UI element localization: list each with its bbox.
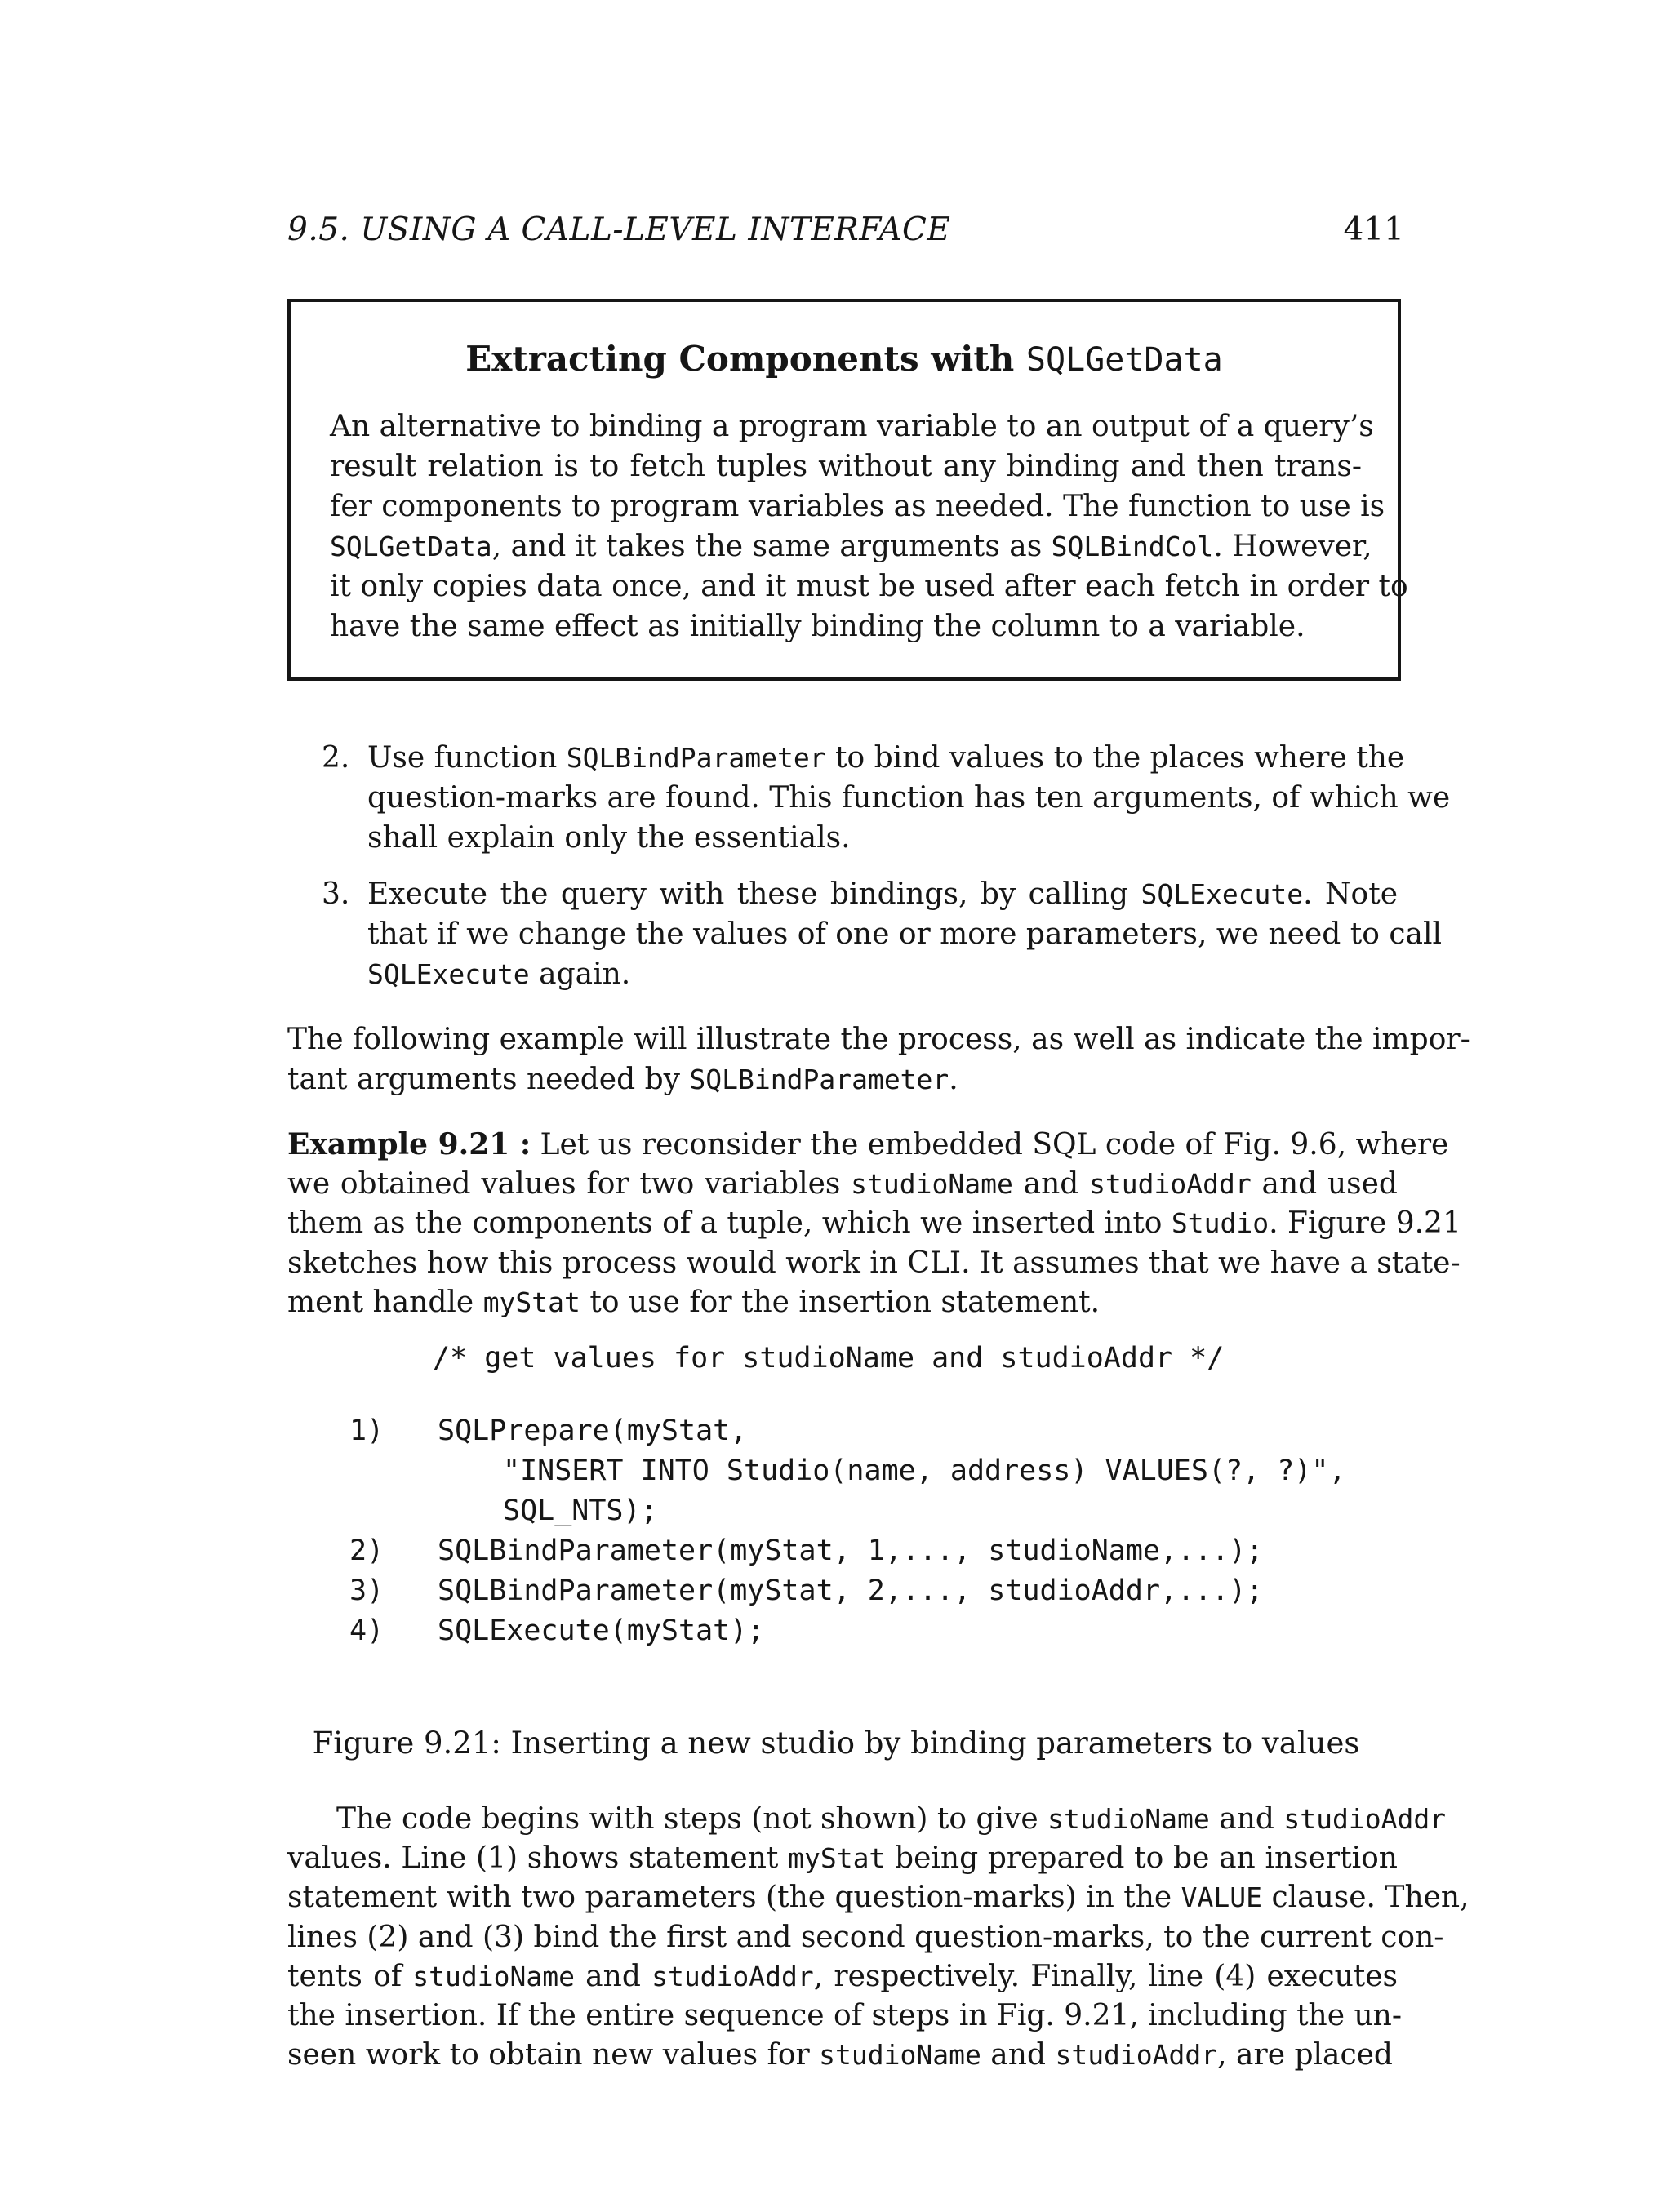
code-line <box>351 1531 1412 1571</box>
box-title <box>291 336 1398 383</box>
code-line <box>351 1571 1412 1611</box>
code-line <box>351 1611 1412 1651</box>
inline-code: studioAddr <box>1089 1167 1252 1200</box>
text-run: question-marks are found. This function has ten arguments, of which we <box>367 781 1451 815</box>
code-line-text: SQLBindParameter(myStat, 1,..., studioName,...); <box>438 1535 1264 1567</box>
list-item-number: 2. <box>322 741 350 775</box>
inline-code: SQLBindCol <box>1051 531 1214 562</box>
list-item-body <box>367 739 1451 859</box>
inline-code: VALUE <box>1181 1881 1262 1914</box>
text-line <box>287 1918 1444 1957</box>
code-figure <box>351 1339 1412 1651</box>
code-line-number: 4) <box>349 1615 385 1647</box>
text-run: seen work to obtain new values for <box>287 2038 820 2072</box>
text-run: have the same effect as initially binding the column to a variable. <box>330 610 1305 643</box>
inline-code: studioName <box>819 2039 981 2072</box>
code-line-text: "INSERT INTO Studio(name, address) VALUES(?, ?)", <box>503 1455 1346 1487</box>
list-item <box>287 739 1451 859</box>
text-line <box>330 606 1362 646</box>
text-run: The following example will illustrate the process, as well as indicate the impor- <box>287 1023 1470 1056</box>
inline-code: Studio <box>1171 1207 1270 1239</box>
running-header <box>287 206 1404 255</box>
text-run: them as the components of a tuple, which we inserted into <box>287 1206 1172 1240</box>
text-line <box>287 1060 1398 1100</box>
inline-code: studioAddr <box>651 1960 814 1992</box>
inline-code: SQLGetData <box>330 531 492 562</box>
text-run: sketches how this process would work in CLI. It assumes that we have a state- <box>287 1246 1461 1280</box>
text-line <box>367 955 1398 995</box>
text-run: An alternative to binding a program variable to an output of a query’s <box>330 410 1374 443</box>
text-run: it only copies data once, and it must be used after each fetch in order to <box>330 570 1408 603</box>
text-line <box>287 1997 1403 2036</box>
box-title-text: Extracting Components with <box>465 339 1026 379</box>
sidebar-box <box>287 299 1408 681</box>
list-item-number: 3. <box>322 877 350 911</box>
code-line-text: SQLPrepare(myStat, <box>438 1415 748 1447</box>
inline-code: SQLBindParameter <box>689 1063 949 1095</box>
text-line <box>287 1283 1398 1323</box>
figure-caption: Figure 9.21: Inserting a new studio by binding parameters to values <box>312 1726 1360 1761</box>
text-line <box>330 446 1362 486</box>
list-item <box>287 875 1442 995</box>
inline-code: SQLExecute <box>1141 878 1304 910</box>
text-run: and <box>574 1959 652 1993</box>
text-line <box>330 486 1385 526</box>
text-run: The code begins with steps (not shown) to give <box>336 1802 1048 1836</box>
code-line-number: 3) <box>349 1575 385 1607</box>
inline-code: studioAddr <box>1055 2039 1218 2072</box>
text-run: we obtained values for two variables <box>287 1166 852 1201</box>
text-line <box>367 739 1405 779</box>
text-line <box>367 779 1451 819</box>
example-label: Example 9.21 : <box>287 1127 531 1162</box>
example-paragraph <box>287 1125 1461 1323</box>
text-run: ment handle <box>287 1286 483 1319</box>
inline-code: SQLExecute <box>367 958 530 990</box>
text-run: and <box>1209 1802 1284 1836</box>
text-run: statement with two parameters (the question-marks) in the <box>287 1881 1181 1915</box>
text-run: Let us reconsider the embedded SQL code of Fig. 9.6, where <box>531 1128 1449 1162</box>
code-line <box>351 1411 1412 1451</box>
text-run: that if we change the values of one or more parameters, we need to call <box>367 917 1442 951</box>
text-line <box>287 1125 1449 1165</box>
text-line <box>287 1244 1461 1284</box>
list-item-body <box>367 875 1442 995</box>
text-run: and used <box>1251 1166 1398 1201</box>
code-line <box>351 1491 1412 1531</box>
code-lines <box>351 1411 1412 1651</box>
inline-code: myStat <box>788 1842 886 1875</box>
text-run: , and it takes the same arguments as <box>491 530 1052 563</box>
text-run: clause. Then, <box>1262 1881 1470 1915</box>
code-line-number: 2) <box>349 1535 385 1567</box>
text-line <box>287 1878 1470 1917</box>
text-run: shall explain only the essentials. <box>367 821 851 855</box>
closing-paragraph <box>287 1800 1470 2075</box>
inline-code: SQLBindParameter <box>566 742 826 774</box>
intro-paragraph <box>287 1020 1470 1099</box>
code-comment <box>351 1339 1412 1379</box>
text-line <box>330 526 1372 566</box>
text-run: , respectively. Finally, line (4) executes <box>813 1959 1398 1993</box>
inline-code: studioName <box>851 1167 1013 1200</box>
text-run: . Figure 9.21 <box>1269 1206 1461 1240</box>
text-line <box>287 1020 1470 1060</box>
text-run: and <box>1012 1166 1090 1201</box>
code-line-text: SQL_NTS); <box>503 1495 658 1527</box>
text-run: again. <box>529 957 631 991</box>
text-run: to bind values to the places where the <box>825 741 1405 775</box>
text-line <box>287 1957 1398 1997</box>
text-line <box>287 1165 1398 1205</box>
text-run: the insertion. If the entire sequence of steps in Fig. 9.21, including the un- <box>287 1998 1403 2032</box>
text-run: to use for the insertion statement. <box>580 1286 1101 1319</box>
inline-code: studioName <box>1047 1803 1210 1835</box>
inline-code: studioName <box>412 1960 575 1992</box>
text-run: . However, <box>1213 530 1372 563</box>
page-number: 411 <box>1343 211 1404 248</box>
text-line <box>367 819 1398 859</box>
text-run: result relation is to fetch tuples without any binding and then trans- <box>330 450 1362 483</box>
text-line <box>287 1800 1447 1839</box>
text-run: fer components to program variables as needed. The function to use is <box>330 490 1385 523</box>
text-run: tant arguments needed by <box>287 1062 690 1096</box>
text-run: lines (2) and (3) bind the first and second question-marks, to the current con- <box>287 1920 1444 1954</box>
code-line-number: 1) <box>349 1415 385 1447</box>
section-title: 9.5. USING A CALL-LEVEL INTERFACE <box>287 211 951 248</box>
text-run: and <box>981 2038 1056 2072</box>
text-run: tents of <box>287 1959 413 1993</box>
inline-code: studioAddr <box>1283 1803 1447 1835</box>
text-line <box>287 1839 1398 1878</box>
text-run: , are placed <box>1217 2038 1393 2072</box>
inline-code: myStat <box>482 1286 580 1318</box>
text-line <box>287 2036 1398 2075</box>
box-body <box>330 406 1408 646</box>
code-line-text: SQLBindParameter(myStat, 2,..., studioAddr,...); <box>438 1575 1264 1607</box>
text-run: Use function <box>367 741 567 775</box>
numbered-list <box>287 739 1451 995</box>
text-run: Execute the query with these bindings, by calling <box>367 877 1141 911</box>
text-line <box>367 875 1398 915</box>
text-line <box>367 915 1442 955</box>
text-run: being prepared to be an insertion <box>885 1841 1398 1876</box>
text-line <box>330 406 1374 446</box>
text-run: . Note <box>1303 877 1398 911</box>
code-line-text: SQLExecute(myStat); <box>438 1615 765 1647</box>
text-run: values. Line (1) shows statement <box>287 1841 789 1876</box>
text-line <box>287 1204 1461 1244</box>
text-run: . <box>949 1062 958 1096</box>
code-comment-text: /* get values for studioName and studioAddr */ <box>433 1342 1225 1375</box>
box-title-code: SQLGetData <box>1025 341 1223 379</box>
code-line <box>351 1451 1412 1491</box>
text-line <box>330 566 1408 606</box>
